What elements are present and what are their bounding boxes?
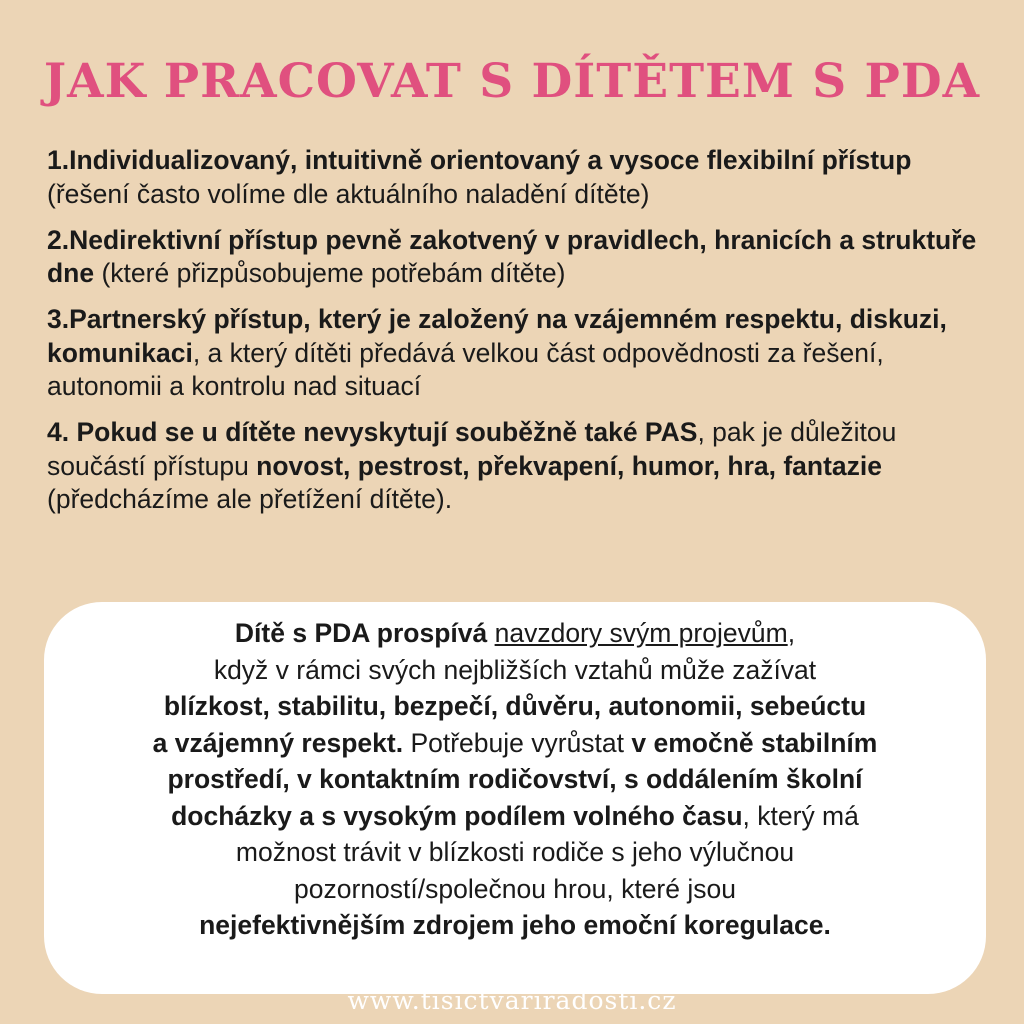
card-l1-underline: navzdory svým projevům: [494, 618, 788, 648]
card-line: možnost trávit v blízkosti rodiče s jeho výlučnou: [235, 837, 795, 867]
website-url: www.tisictvariradosti.cz: [347, 986, 677, 1015]
card-l4-bold-2: v emočně stabilním: [631, 727, 878, 758]
card-line: když v rámci svých nejbližších vztahů může zažívat: [213, 654, 817, 685]
list-item: [47, 144, 997, 211]
card-line: [44, 688, 986, 725]
card-l6-text: , který má: [742, 800, 859, 831]
point-4-bold: 4. Pokud se u dítěte nevyskytují souběžně také PAS: [47, 417, 698, 447]
card-l5-bold: prostředí, v kontaktním rodičovství, s oddálením školní: [167, 764, 863, 794]
card-line: [44, 798, 986, 835]
card-line: pozorností/společnou hrou, které jsou: [294, 873, 736, 904]
card-line: [44, 725, 986, 762]
card-l4-text: Potřebuje vyrůstat: [403, 727, 632, 758]
point-3-text: , a který dítěti předává velkou část odpovědnosti za řešení, autonomii a kontrolu nad situací: [47, 337, 884, 401]
card-l4-bold-1: a vzájemný respekt.: [152, 727, 404, 758]
card-l1-bold: Dítě s PDA prospívá: [234, 618, 488, 648]
card-l6-bold: docházky a s vysokým podílem volného času: [171, 800, 743, 831]
point-1-text: (řešení často volíme dle aktuálního naladění dítěte): [47, 178, 650, 209]
point-4-text: , pak je důležitou součástí přístupu: [47, 417, 897, 481]
point-1-bold: 1.Individualizovaný, intuitivně orientovaný a vysoce flexibilní přístup: [47, 145, 912, 175]
approach-list: [47, 144, 997, 529]
card-line: [44, 907, 986, 944]
list-item: [47, 303, 997, 404]
list-item: [47, 416, 997, 517]
point-4-bold-2: novost, pestrost, překvapení, humor, hra, fantazie: [256, 450, 883, 481]
card-l9-bold: nejefektivnějším zdrojem jeho emoční koregulace.: [199, 910, 831, 940]
summary-card: [44, 602, 986, 994]
list-item: [47, 224, 997, 291]
point-3-bold: 3.Partnerský přístup, který je založený na vzájemném respektu, diskuzi, komunikaci: [47, 304, 947, 368]
card-line: [44, 615, 986, 652]
point-4-text-2: (předcházíme ale přetížení dítěte).: [47, 484, 453, 514]
page-title: JAK PRACOVAT S DÍTĚTEM S PDA: [43, 54, 981, 109]
point-2-bold: 2.Nedirektivní přístup pevně zakotvený v pravidlech, hranicích a struktuře dne: [47, 224, 977, 288]
point-2-text: (které přizpůsobujeme potřebám dítěte): [94, 258, 566, 288]
card-l1-end: ,: [787, 618, 796, 648]
card-l3-bold: blízkost, stabilitu, bezpečí, důvěru, autonomii, sebeúctu: [163, 691, 867, 721]
card-line: [44, 761, 986, 798]
